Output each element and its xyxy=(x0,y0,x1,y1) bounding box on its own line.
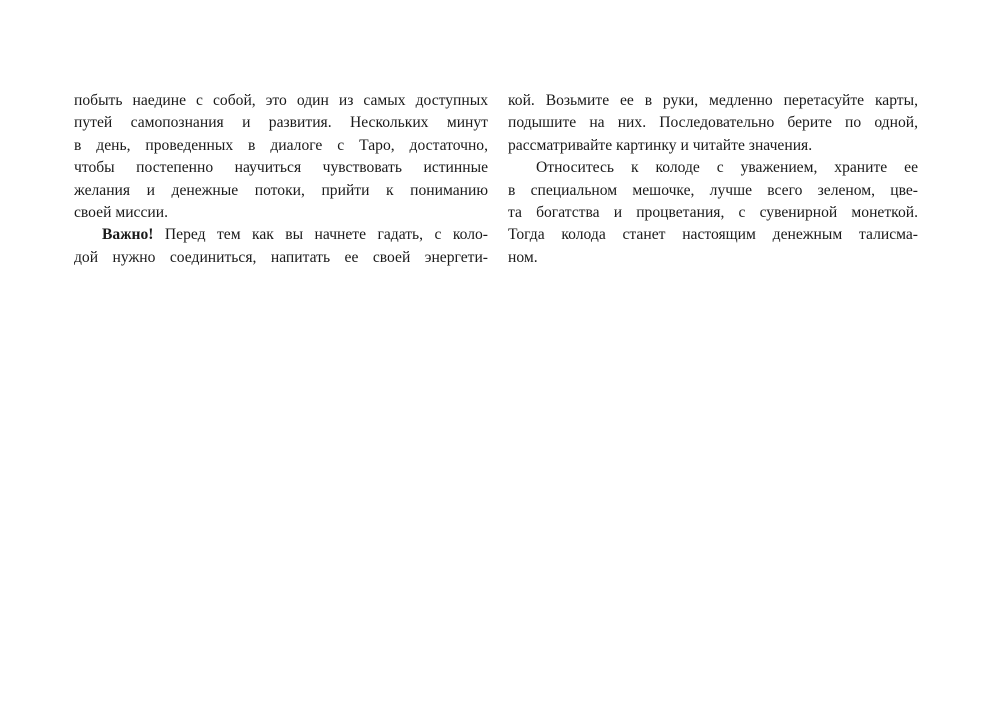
text-line: та богатства и процветания, с сувенирной монеткой. xyxy=(508,204,918,222)
text-line: в день, проведенных в диалоге с Таро, достаточно, xyxy=(74,136,488,154)
text-line: своей миссии. xyxy=(74,204,168,222)
important-paragraph-first-line xyxy=(74,224,488,246)
text-line: побыть наедине с собой, это один из самых доступных xyxy=(74,92,488,109)
text-line: Тогда колода станет настоящим денежным талисма- xyxy=(508,226,918,244)
text-line: путей самопознания и развития. Нескольких минут xyxy=(74,114,488,132)
text-line: желания и денежные потоки, прийти к пониманию xyxy=(74,181,488,199)
text-line: в специальном мешочке, лучше всего зеленом, цве- xyxy=(508,181,918,199)
text-fragment: Перед тем как вы начнете гадать, с коло- xyxy=(153,226,488,244)
right-column xyxy=(508,90,918,269)
text-line: кой. Возьмите ее в руки, медленно перетасуйте карты, xyxy=(508,92,918,109)
text-line: ном. xyxy=(508,248,538,266)
text-line: чтобы постепенно научиться чувствовать истинные xyxy=(74,159,488,177)
important-label: Важно! xyxy=(102,226,154,244)
text-line: рассматривайте картинку и читайте значения. xyxy=(508,136,813,154)
text-line: Относитесь к колоде с уважением, храните ее xyxy=(536,159,918,177)
text-line: подышите на них. Последовательно берите по одной, xyxy=(508,114,918,132)
left-column xyxy=(74,90,488,269)
text-line: дой нужно соединиться, напитать ее своей энергети- xyxy=(74,248,488,266)
